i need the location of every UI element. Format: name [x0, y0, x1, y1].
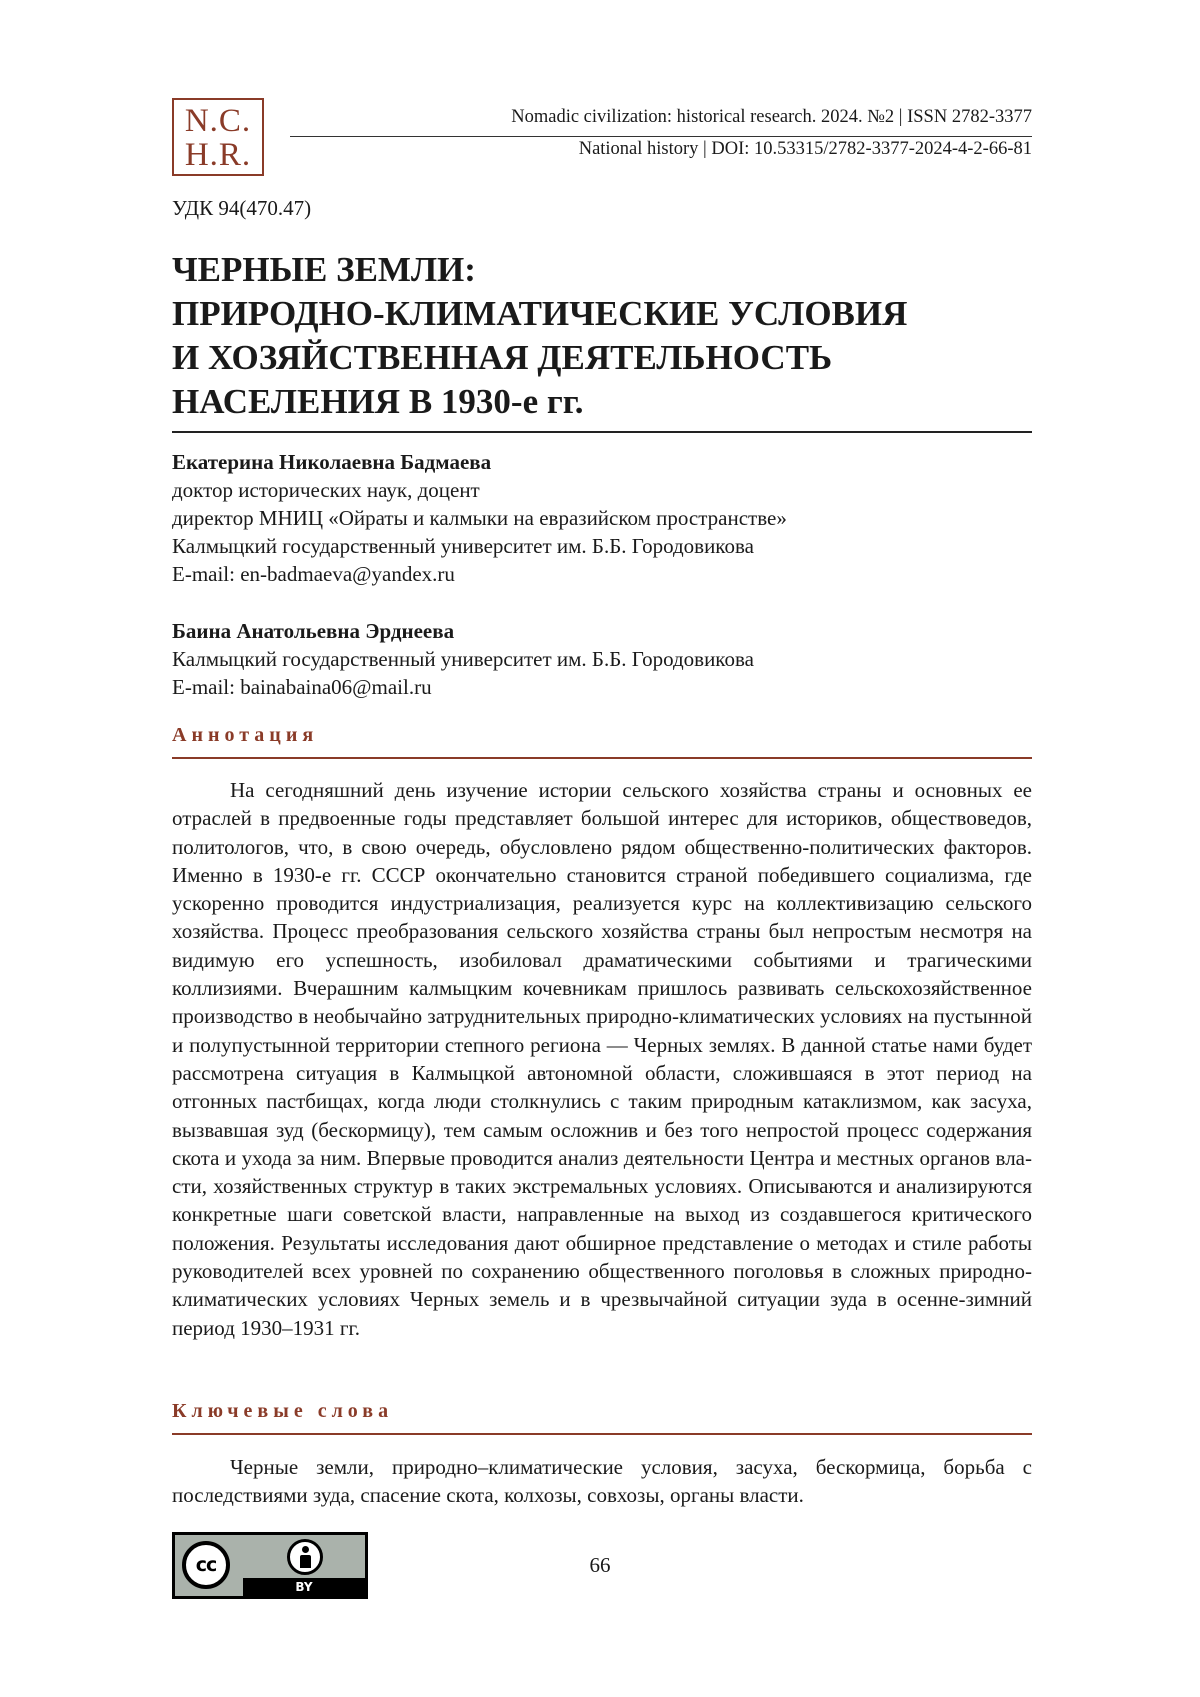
title-divider — [172, 431, 1032, 433]
section-doi-header: National history | DOI: 10.53315/2782-3377-2024-4-2-66-81 — [578, 139, 1032, 159]
keywords-text: Черные земли, природно–климатические условия, засуха, бескормица, борьба с последствиями зуда, спасение скота, колхозы, совхозы, органы власти. — [172, 1455, 1032, 1508]
author-email[interactable]: E-mail: bainabaina06@mail.ru — [172, 675, 432, 699]
author-block-2 — [172, 617, 1032, 701]
article-title: ЧЕРНЫЕ ЗЕМЛИ: ПРИРОДНО-КЛИМАТИЧЕСКИЕ УСЛОВИЯ И ХОЗЯЙСТВЕННАЯ ДЕЯТЕЛЬНОСТЬ НАСЕЛЕНИЯ В 1930-е гг. — [172, 250, 908, 421]
keywords-heading: Ключевые слова — [172, 1400, 394, 1422]
creative-commons-icon: cc — [182, 1541, 230, 1589]
author-affiliation: Калмыцкий государственный университет им. Б.Б. Городовикова — [172, 534, 754, 558]
keywords-divider — [172, 1433, 1032, 1435]
author-email[interactable]: E-mail: en-badmaeva@yandex.ru — [172, 562, 455, 586]
author-affiliation: Калмыцкий государственный университет им. Б.Б. Городовикова — [172, 647, 754, 671]
journal-logo: N.C. H.R. — [172, 98, 264, 176]
license-label: BY — [243, 1578, 365, 1596]
abstract-heading: Аннотация — [172, 724, 319, 746]
header-divider — [290, 136, 1032, 137]
udk-code: УДК 94(470.47) — [172, 196, 312, 220]
author-degree: доктор исторических наук, доцент — [172, 478, 480, 502]
author-name: Баина Анатольевна Эрднеева — [172, 619, 455, 643]
author-name: Екатерина Николаевна Бадмаева — [172, 450, 492, 474]
abstract-text: На сегодняшний день изучение истории сельского хозяйства страны и основных ее отраслей в предвоенные годы представляет большой интерес для историков, обществоведов, политологов, что, в свою очередь, обусловлено рядом общественно-политических факторов. Именно в 1930-е гг. СССР окончательно становится страной победившего социализма, где ускоренно проводится индустриализация, реализуется курс на коллективизацию сельского хозяйства. Процесс преобразования сельского хозяйства страны был непростым несмотря на видимую его успешность, изобиловал драматическими событиями и трагическими коллизиями. Вчерашним калмыцким кочевникам пришлось развивать сельскохозяйственное производство в необычайно затруднительных природно-климатических условиях на пустынной и полупустынной территории степного региона — Черных землях. В данной статье нами будет рассмотрена ситуация в Калмыцкой автономной области, сложившаяся в этот период на отгонных пастбищах, когда люди столкнулись с таким природным катаклизмом, как засуха, вызвавшая зуд (бескормицу), тем самым осложнив и без того непростой процесс содержания скота и ухода за ним. Впервые проводится анализ деятельности Центра и местных органов власти, хозяйственных структур в таких экстремальных условиях. Описываются и анализируются конкретные шаги советской власти, направленные на выход из создавшегося критического положения. Результаты исследования дают обширное представление о методах и стиле работы руководителей всех уровней по сохранению общественного поголовья в сложных природно-климатических условиях Черных земель и в чрезвычайной ситуации зуда в осенне-зимний период 1930–1931 гг. — [172, 778, 1032, 1340]
journal-header: Nomadic civilization: historical research. 2024. №2 | ISSN 2782-3377 — [511, 107, 1032, 127]
author-block-1 — [172, 448, 1032, 588]
page-number: 66 — [589, 1553, 611, 1577]
author-position: директор МНИЦ «Ойраты и калмыки на евразийском пространстве» — [172, 506, 787, 530]
abstract-divider — [172, 757, 1032, 759]
